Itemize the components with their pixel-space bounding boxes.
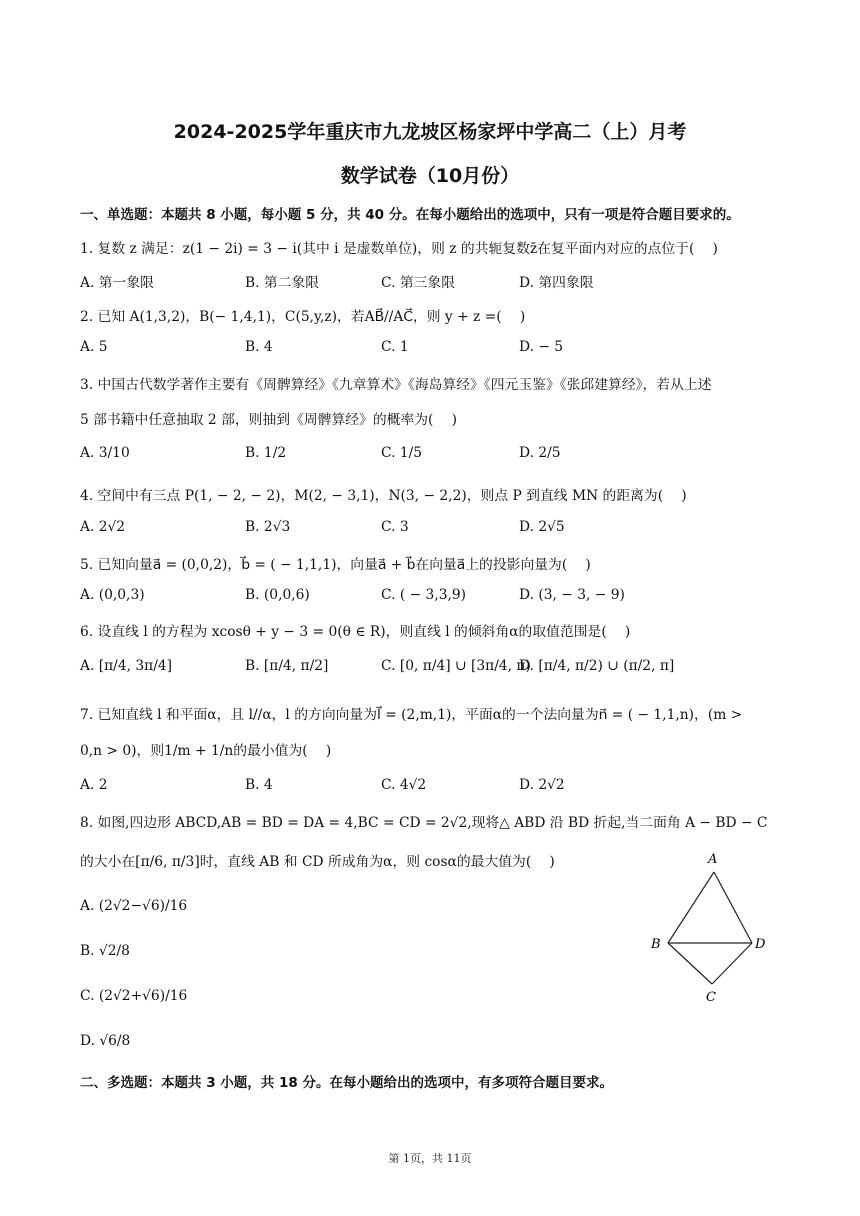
- label-b: B: [651, 937, 661, 952]
- question-8-line1: 8. 如图,四边形 ABCD,AB = BD = DA = 4,BC = CD = 2√2,现将△ ABD 沿 BD 折起,当二面角 A − BD − C: [80, 815, 768, 831]
- question-5: 5. 已知向量a⃗ = (0,0,2)，b⃗ = ( − 1,1,1)，向量a⃗ + b⃗在向量a⃗上的投影向量为( ): [80, 557, 591, 573]
- q3-option-d: D. 2/5: [519, 445, 561, 461]
- q8-option-d: D. √6/8: [80, 1033, 131, 1049]
- q4-option-d: D. 2√5: [519, 519, 565, 535]
- question-2: 2. 已知 A(1,3,2)，B(− 1,4,1)，C(5,y,z)，若AB⃗//AC⃗，则 y + z =( ): [80, 309, 526, 325]
- section2-heading: 二、多选题：本题共 3 小题，共 18 分。在每小题给出的选项中，有多项符合题目要求。: [80, 1075, 613, 1091]
- q2-option-b: B. 4: [245, 339, 273, 355]
- q5-option-d: D. (3, − 3, − 9): [519, 587, 625, 603]
- q6-option-c: C. [0, π/4] ∪ [3π/4, π): [381, 658, 531, 674]
- q2-option-d: D. − 5: [519, 339, 564, 355]
- q7-option-b: B. 4: [245, 777, 273, 793]
- q3-option-a: A. 3/10: [80, 445, 130, 461]
- q1-option-d: D. 第四象限: [519, 275, 594, 291]
- q5-option-c: C. ( − 3,3,9): [381, 587, 467, 603]
- q4-option-a: A. 2√2: [80, 519, 126, 535]
- q8-option-a: A. (2√2−√6)/16: [80, 898, 188, 914]
- question-4: 4. 空间中有三点 P(1, − 2, − 2)，M(2, − 3,1)，N(3, − 2,2)，则点 P 到直线 MN 的距离为( ): [80, 488, 687, 504]
- q1-option-c: C. 第三象限: [381, 275, 456, 291]
- question-1: 1. 复数 z 满足：z(1 − 2i) = 3 − i(其中 i 是虚数单位)，则 z 的共轭复数z̄在复平面内对应的点位于( ): [80, 241, 718, 257]
- q4-option-b: B. 2√3: [245, 519, 291, 535]
- label-d: D: [755, 937, 766, 952]
- exam-title-line1: 2024-2025学年重庆市九龙坡区杨家坪中学高二（上）月考: [173, 121, 687, 143]
- q8-option-c: C. (2√2+√6)/16: [80, 988, 188, 1004]
- q6-option-d: D. [π/4, π/2) ∪ (π/2, π]: [519, 658, 675, 674]
- q7-option-d: D. 2√2: [519, 777, 565, 793]
- question-6: 6. 设直线 l 的方程为 xcosθ + y − 3 = 0(θ ∈ R)，则直线 l 的倾斜角α的取值范围是( ): [80, 624, 631, 640]
- edge-ab: [668, 872, 714, 943]
- q2-option-a: A. 5: [80, 339, 108, 355]
- q2-option-c: C. 1: [381, 339, 409, 355]
- page-footer: 第 1页，共 11页: [388, 1152, 472, 1165]
- question-7-line2: 0,n > 0)，则1/m + 1/n的最小值为( ): [80, 743, 332, 759]
- quadrilateral-diagram: [648, 848, 788, 1008]
- q7-option-a: A. 2: [80, 777, 108, 793]
- q3-option-b: B. 1/2: [245, 445, 287, 461]
- q6-option-b: B. [π/4, π/2]: [245, 658, 329, 674]
- q8-option-b: B. √2/8: [80, 943, 130, 959]
- q1-option-b: B. 第二象限: [245, 275, 320, 291]
- label-a: A: [708, 852, 718, 867]
- q7-option-c: C. 4√2: [381, 777, 427, 793]
- question-3-line2: 5 部书籍中任意抽取 2 部，则抽到《周髀算经》的概率为( ): [80, 412, 457, 428]
- label-c: C: [706, 990, 716, 1005]
- q6-option-a: A. [π/4, 3π/4]: [80, 658, 173, 674]
- q5-option-b: B. (0,0,6): [245, 587, 310, 603]
- q4-option-c: C. 3: [381, 519, 409, 535]
- edge-ad: [714, 872, 752, 943]
- q5-option-a: A. (0,0,3): [80, 587, 145, 603]
- q3-option-c: C. 1/5: [381, 445, 423, 461]
- question-8-line2: 的大小在[π/6, π/3]时，直线 AB 和 CD 所成角为α，则 cosα的最大值为( ): [80, 854, 555, 870]
- section1-heading: 一、单选题：本题共 8 小题，每小题 5 分，共 40 分。在每小题给出的选项中，只有一项是符合题目要求的。: [80, 207, 740, 223]
- exam-title-line2: 数学试卷（10月份）: [340, 165, 520, 187]
- edge-bc: [668, 943, 712, 984]
- question-7-line1: 7. 已知直线 l 和平面α，且 l//α，l 的方向向量为l⃗ = (2,m,1)，平面α的一个法向量为n⃗ = ( − 1,1,n)，(m >: [80, 707, 743, 723]
- question-3-line1: 3. 中国古代数学著作主要有《周髀算经》《九章算术》《海岛算经》《四元玉鉴》《张邱建算经》，若从上述: [80, 377, 712, 393]
- q1-option-a: A. 第一象限: [80, 275, 154, 291]
- edge-cd: [712, 943, 752, 984]
